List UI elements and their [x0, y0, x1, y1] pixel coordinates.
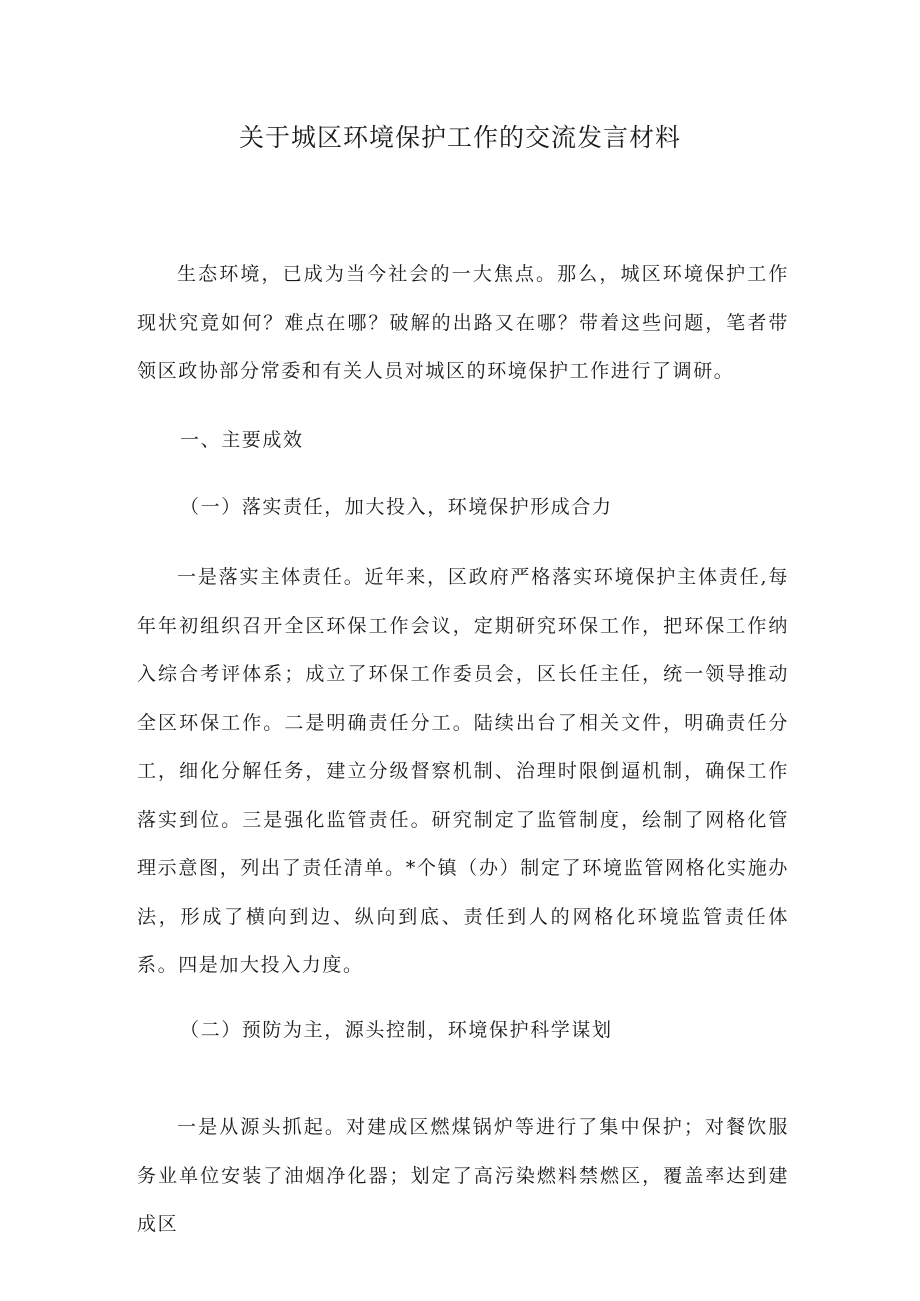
- section-heading-main-results: 一、主要成效: [180, 429, 304, 451]
- subsection-2-body: 一是从源头抓起。对建成区燃煤锅炉等进行了集中保护；对餐饮服务业单位安装了油烟净化器；划定了高污染燃料禁燃区，覆盖率达到建成区: [137, 1116, 789, 1235]
- intro-paragraph: 生态环境，已成为当今社会的一大焦点。那么，城区环境保护工作现状究竟如何？难点在哪？破解的出路又在哪？带着这些问题，笔者带领区政协部分常委和有关人员对城区的环境保护工作进行了调研。: [137, 263, 789, 382]
- subsection-heading-1: （一）落实责任，加大投入，环境保护形成合力: [180, 496, 613, 518]
- subsection-1-body: 一是落实主体责任。近年来，区政府严格落实环境保护主体责任,每年年初组织召开全区环保工作会议，定期研究环保工作，把环保工作纳入综合考评体系；成立了环保工作委员会，区长任主任，统一领导推动全区环保工作。二是明确责任分工。陆续出台了相关文件，明确责任分工，细化分解任务，建立分级督察机制、治理时限倒逼机制，确保工作落实到位。三是强化监管责任。研究制定了监管制度，绘制了网格化管理示意图，列出了责任清单。*个镇（办）制定了环境监管网格化实施办法，形成了横向到边、纵向到底、责任到人的网格化环境监管责任体系。四是加大投入力度。: [137, 566, 789, 976]
- document-title: 关于城区环境保护工作的交流发言材料: [238, 123, 681, 152]
- subsection-heading-2: （二）预防为主，源头控制，环境保护科学谋划: [180, 1019, 613, 1041]
